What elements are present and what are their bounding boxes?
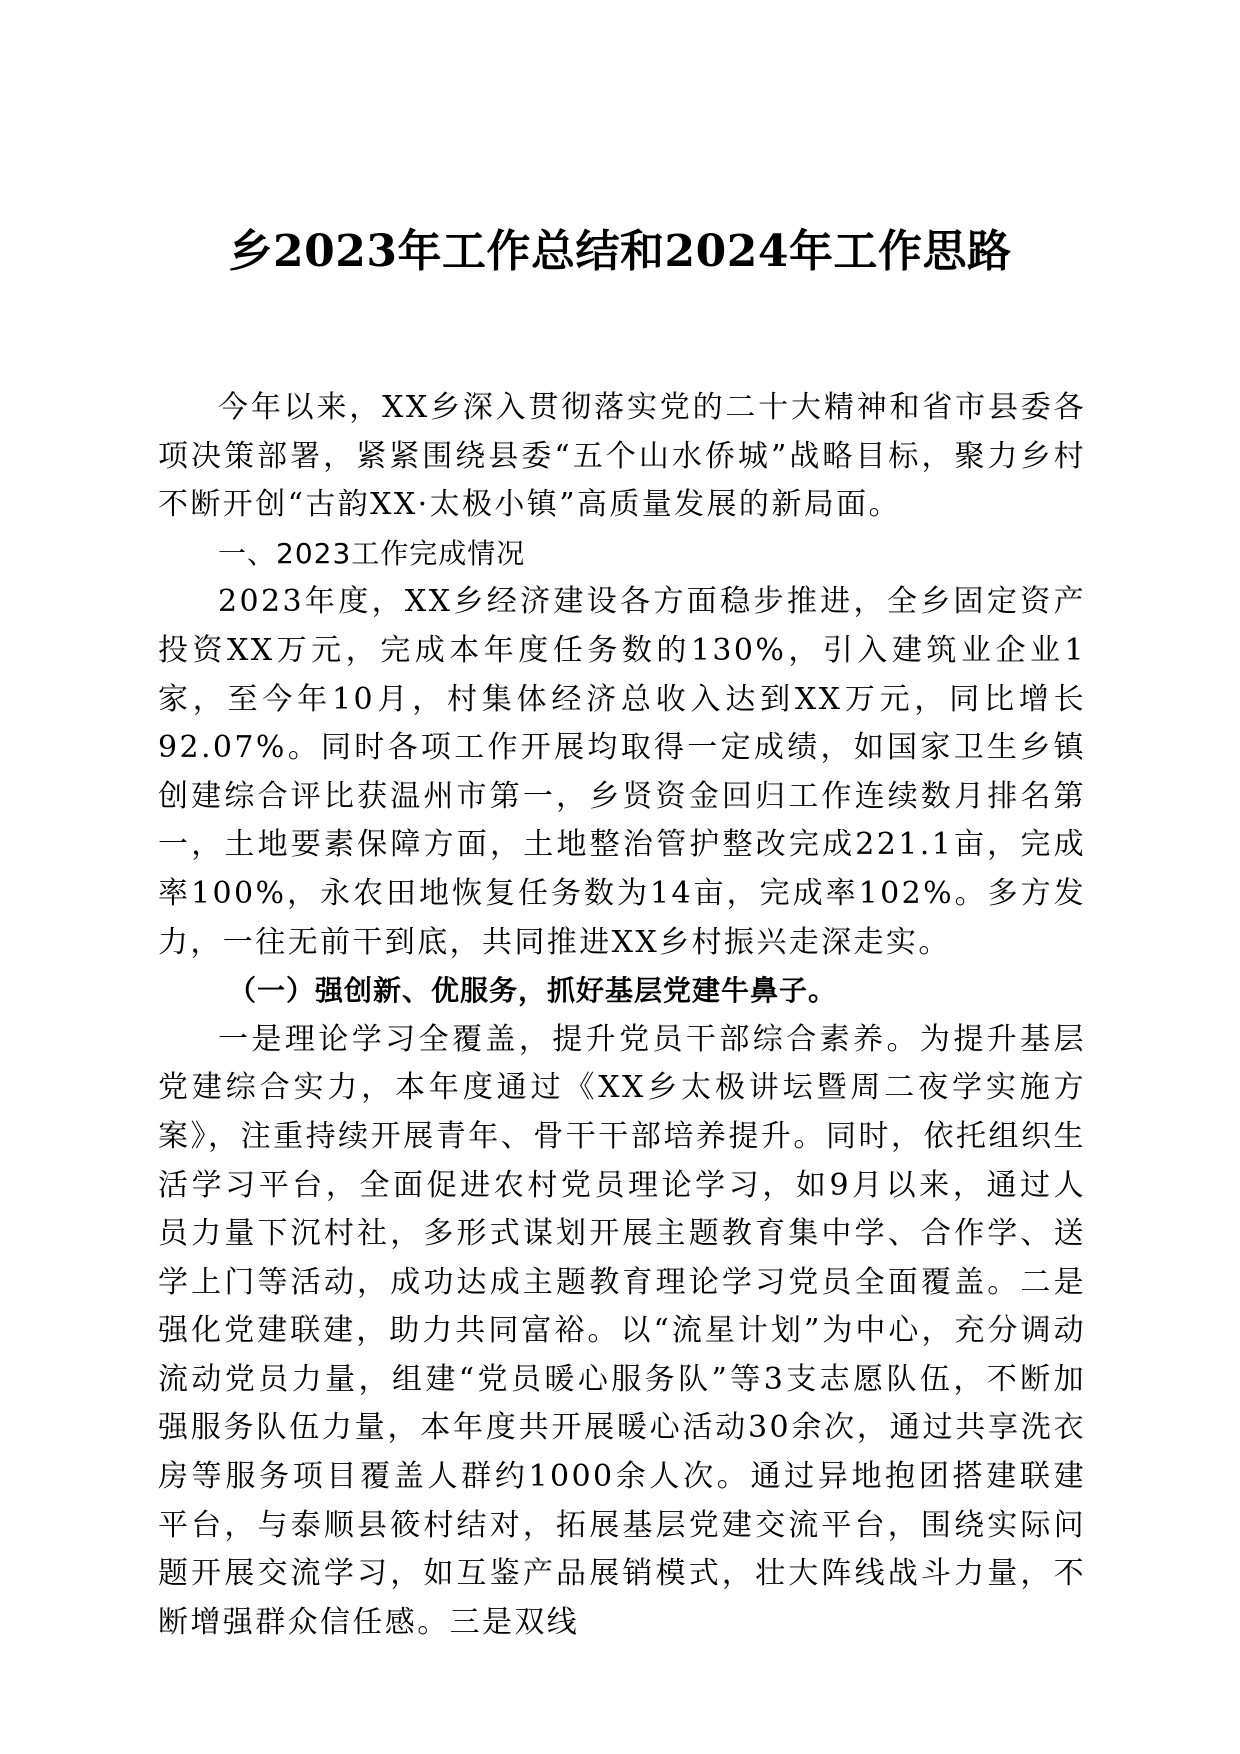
section-1-paragraph: 2023年度，XX乡经济建设各方面稳步推进，全乡固定资产投资XX万元，完成本年度任务数的130%，引入建筑业企业1家，至今年10月，村集体经济总收入达到XX万元，同比增长92.07%。同时各项工作开展均取得一定成绩，如国家卫生乡镇创建综合评比获温州市第一，乡贤资金回归工作连续数月排名第一，土地要素保障方面，土地整治管护整改完成221.1亩，完成率100%，永农田地恢复任务数为14亩，完成率102%。多方发力，一往无前干到底，共同推进XX乡村振兴走深走实。 [158,584,1086,960]
intro-paragraph: 今年以来，XX乡深入贯彻落实党的二十大精神和省市县委各项决策部署，紧紧围绕县委“五个山水侨城”战略目标，聚力乡村不断开创“古韵XX·太极小镇”高质量发展的新局面。 [158,390,1086,523]
section-heading-1: 一、2023工作完成情况 [218,536,526,570]
document-body [158,384,1086,1647]
subsection-heading-1: （一）强创新、优服务，抓好基层党建牛鼻子。 [228,974,838,1008]
subsection-1-paragraph: 一是理论学习全覆盖，提升党员干部综合素养。为提升基层党建综合实力，本年度通过《XX乡太极讲坛暨周二夜学实施方案》，注重持续开展青年、骨干干部培养提升。同时，依托组织生活学习平台，全面促进农村党员理论学习，如9月以来，通过人员力量下沉村社，多形式谋划开展主题教育集中学、合作学、送学上门等活动，成功达成主题教育理论学习党员全面覆盖。二是强化党建联建，助力共同富裕。以“流星计划”为中心，充分调动流动党员力量，组建“党员暖心服务队”等3支志愿队伍，不断加强服务队伍力量，本年度共开展暖心活动30余次，通过共享洗衣房等服务项目覆盖人群约1000余人次。通过异地抱团搭建联建平台，与泰顺县筱村结对，拓展基层党建交流平台，围绕实际问题开展交流学习，如互鉴产品展销模式，壮大阵线战斗力量，不断增强群众信任感。三是双线 [158,1021,1086,1640]
document-title: 乡2023年工作总结和2024年工作思路 [228,226,1012,277]
